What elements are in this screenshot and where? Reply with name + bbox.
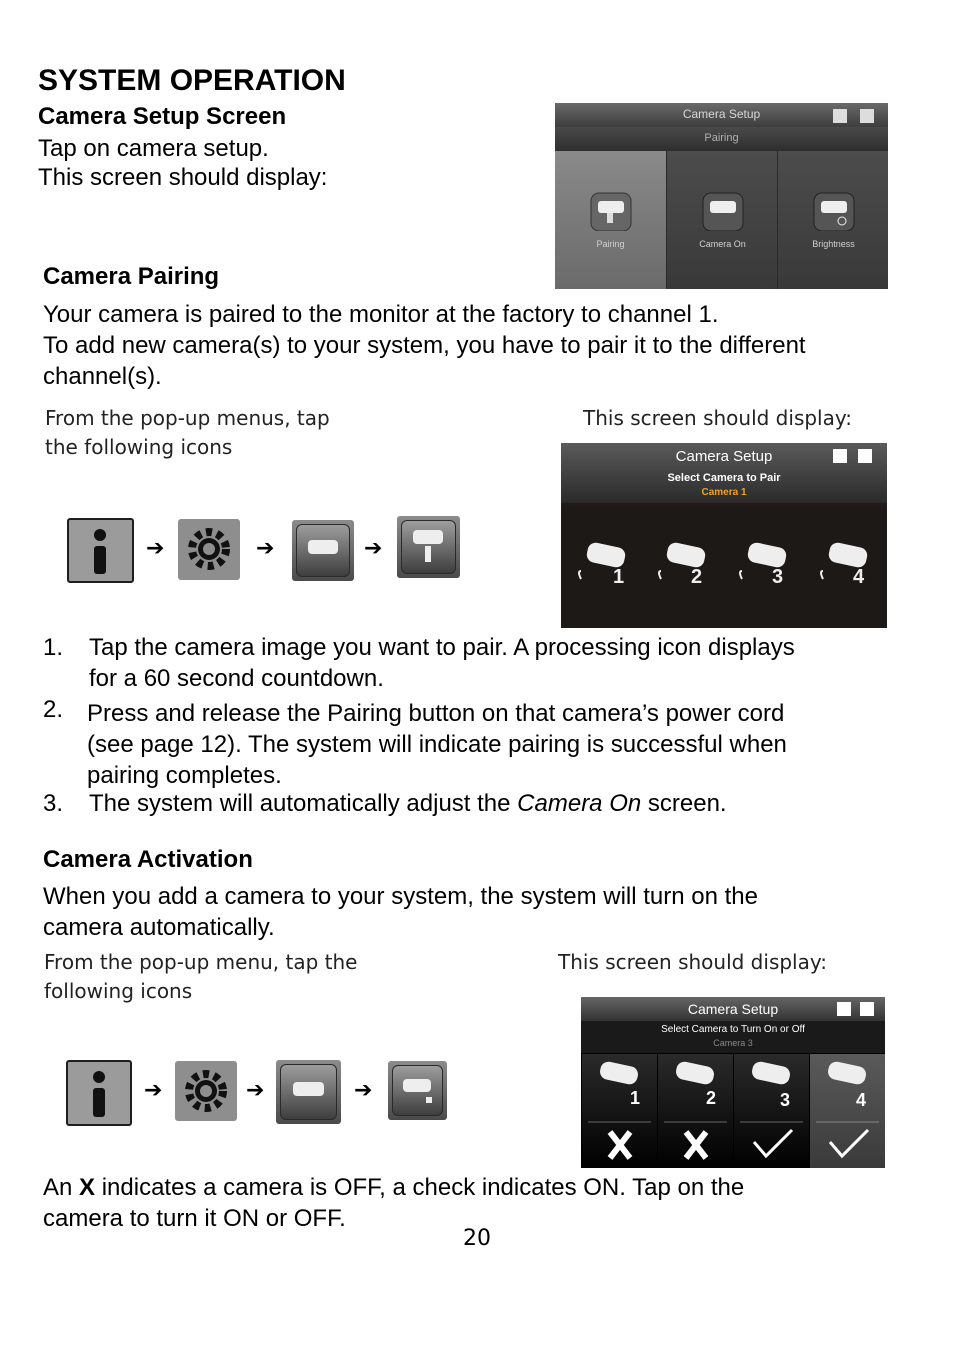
camera-on-screen xyxy=(581,997,885,1168)
activation-caption-left-1: From the pop-up menu, tap the xyxy=(44,950,358,974)
back-icon[interactable] xyxy=(860,1002,874,1016)
step-2-line-3: pairing completes. xyxy=(87,762,282,789)
screen-subtitle: Pairing xyxy=(704,132,739,144)
camera-1-button[interactable] xyxy=(577,541,637,591)
camera-setup-icon[interactable] xyxy=(276,1060,341,1124)
info-icon[interactable] xyxy=(67,518,134,583)
pairing-caption-left-1: From the pop-up menus, tap xyxy=(45,406,330,430)
camera-number: 2 xyxy=(691,566,703,588)
step-1-line-2: for a 60 second countdown. xyxy=(89,665,384,692)
brightness-label: Brightness xyxy=(812,239,855,249)
step-2-number: 2. xyxy=(43,696,64,723)
camera-number: 1 xyxy=(630,1088,641,1108)
footer-line-1 xyxy=(43,1172,744,1203)
pairing-caption-right: This screen should display: xyxy=(583,406,852,430)
camera-activation-heading: Camera Activation xyxy=(43,846,253,873)
step-1-number: 1. xyxy=(43,634,64,661)
camera-on-icon xyxy=(667,151,778,231)
brightness-option[interactable] xyxy=(777,151,888,289)
footer-text-post: indicates a camera is OFF, a check indicates ON. Tap on the xyxy=(95,1174,745,1201)
arrow-icon: ➔ xyxy=(256,536,275,561)
step-3-text-pre: The system will automatically adjust the xyxy=(89,790,518,817)
pairing-label: Pairing xyxy=(596,239,625,249)
camera-4-toggle[interactable] xyxy=(810,1054,885,1168)
camera-number: 1 xyxy=(613,566,625,588)
activation-line-2: camera automatically. xyxy=(43,914,275,941)
step-2-line-2: (see page 12). The system will indicate pairing is successful when xyxy=(87,731,787,758)
arrow-icon: ➔ xyxy=(364,536,383,561)
pairing-line-3: channel(s). xyxy=(43,363,162,390)
setup-line-1: Tap on camera setup. xyxy=(38,135,269,162)
brightness-icon xyxy=(778,151,888,231)
arrow-icon: ➔ xyxy=(144,1078,163,1103)
step-2-line-1: Press and release the Pairing button on that camera’s power cord xyxy=(87,700,785,727)
camera-4-button[interactable] xyxy=(819,541,879,591)
activation-caption-left-2: following icons xyxy=(44,979,193,1003)
pairing-camera-icon xyxy=(555,151,666,231)
camera-number: 4 xyxy=(856,1090,867,1110)
pairing-icon[interactable] xyxy=(397,516,460,578)
screen-title: Camera Setup xyxy=(675,448,773,465)
arrow-icon: ➔ xyxy=(354,1078,373,1103)
pairing-caption-left-2: the following icons xyxy=(45,435,233,459)
step-3-text xyxy=(89,788,727,819)
camera-2-toggle[interactable] xyxy=(658,1054,733,1168)
selected-camera: Camera 3 xyxy=(713,1038,753,1048)
camera-3-toggle[interactable] xyxy=(734,1054,809,1168)
camera-on-icon[interactable] xyxy=(388,1061,447,1120)
camera-number: 2 xyxy=(706,1088,717,1108)
selected-camera: Camera 1 xyxy=(701,487,747,498)
screen-subtitle: Select Camera to Pair xyxy=(667,472,781,484)
screen-subtitle: Select Camera to Turn On or Off xyxy=(661,1024,805,1035)
camera-pairing-heading: Camera Pairing xyxy=(43,263,220,290)
page-heading: SYSTEM OPERATION xyxy=(38,64,346,97)
camera-setup-heading: Camera Setup Screen xyxy=(38,103,287,130)
back-icon[interactable] xyxy=(860,109,874,123)
camera-2-button[interactable] xyxy=(657,541,717,591)
camera-1-toggle[interactable] xyxy=(582,1054,657,1168)
step-3-text-post: screen. xyxy=(641,790,727,817)
camera-number: 4 xyxy=(853,566,865,588)
camera-3-button[interactable] xyxy=(738,541,798,591)
screen-title: Camera Setup xyxy=(682,107,761,121)
footer-line-2: camera to turn it ON or OFF. xyxy=(43,1205,346,1232)
step-3-text-emphasis: Camera On xyxy=(517,790,642,817)
camera-setup-icon[interactable] xyxy=(292,520,354,581)
screen-title: Camera Setup xyxy=(687,1001,779,1017)
camera-number: 3 xyxy=(772,566,784,588)
pairing-line-2: To add new camera(s) to your system, you have to pair it to the different xyxy=(43,332,806,359)
page-number: 20 xyxy=(463,1226,491,1251)
footer-text-pre: An xyxy=(43,1174,80,1201)
camera-setup-screen xyxy=(555,103,888,289)
home-icon[interactable] xyxy=(837,1002,851,1016)
pairing-screen xyxy=(561,443,887,628)
back-icon[interactable] xyxy=(858,449,872,463)
activation-line-1: When you add a camera to your system, the system will turn on the xyxy=(43,883,758,910)
step-1-line-1: Tap the camera image you want to pair. A processing icon displays xyxy=(89,634,795,661)
camera-on-label: Camera On xyxy=(699,239,746,249)
arrow-icon: ➔ xyxy=(246,1078,265,1103)
info-icon[interactable] xyxy=(66,1060,132,1126)
gear-icon[interactable] xyxy=(178,519,240,580)
camera-on-option[interactable] xyxy=(666,151,778,289)
pairing-line-1: Your camera is paired to the monitor at the factory to channel 1. xyxy=(43,301,719,328)
step-3-number: 3. xyxy=(43,790,64,817)
pairing-option[interactable] xyxy=(555,151,666,289)
camera-number: 3 xyxy=(780,1090,791,1110)
home-icon[interactable] xyxy=(833,449,847,463)
gear-icon[interactable] xyxy=(175,1061,237,1121)
arrow-icon: ➔ xyxy=(146,536,165,561)
activation-caption-right: This screen should display: xyxy=(558,950,827,974)
home-icon[interactable] xyxy=(833,109,847,123)
setup-line-2: This screen should display: xyxy=(38,164,328,191)
footer-x-mark: X xyxy=(79,1174,96,1201)
